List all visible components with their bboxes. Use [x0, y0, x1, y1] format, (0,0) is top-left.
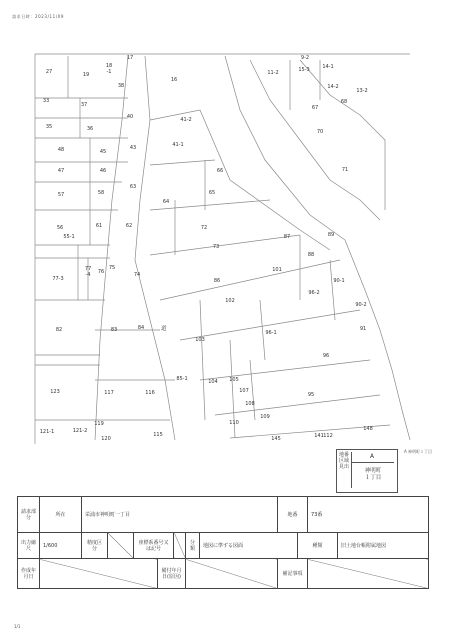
parcel-label: 88	[307, 252, 315, 258]
parcel-label: 17	[126, 55, 134, 61]
parcel-label: 108	[245, 401, 255, 407]
location-value: 栄浦市神明町一丁目	[82, 497, 278, 533]
parcel-label: 63	[129, 184, 137, 190]
parcel-label: 68	[340, 99, 348, 105]
prepared-empty	[186, 559, 278, 589]
request-label: 請求部分	[18, 497, 40, 533]
parcel-label: 103	[195, 337, 205, 343]
parcel-label: 70	[316, 129, 324, 135]
parcel-label: 65	[208, 190, 216, 196]
parcel-label: 141	[314, 433, 324, 439]
coord-label: 座標系番号又は記号	[134, 533, 174, 559]
parcel-label: 83	[110, 327, 118, 333]
parcel-label: 46	[99, 168, 107, 174]
inset-town-line1: 神明町	[364, 468, 382, 474]
type-value: 旧土地台帳附属地図	[338, 533, 429, 559]
parcel-label: 105	[229, 377, 239, 383]
parcel-label: 101	[272, 267, 282, 273]
parcel-label: 61	[95, 223, 103, 229]
inset-town	[358, 468, 388, 482]
parcel-label: 75	[108, 265, 116, 271]
parcel-label: 66	[216, 168, 224, 174]
road-label: 道	[161, 326, 167, 332]
parcel-label: 109	[260, 414, 270, 420]
parcel-label: 86	[213, 278, 221, 284]
parcel-label: 89	[327, 232, 335, 238]
parcel-label: 73	[212, 244, 220, 250]
type-label: 種類	[298, 533, 338, 559]
parcel-label: 40	[126, 114, 134, 120]
parcel-label: 104	[208, 379, 218, 385]
parcel-label: 64	[162, 199, 170, 205]
parcel-label: 77 -4	[84, 266, 92, 278]
parcel-label: 9-2	[300, 55, 310, 61]
class-value: 地図に準ずる図面	[200, 533, 298, 559]
parcel-label: 107	[239, 388, 249, 394]
parcel-label: 76	[97, 269, 105, 275]
parcel-label: 117	[104, 390, 114, 396]
parcel-label: 16	[170, 77, 178, 83]
parcel-label: 45	[99, 149, 107, 155]
parcel-label: 123	[50, 389, 60, 395]
parcel-label: 90-2	[355, 302, 367, 308]
accuracy-label: 精度区分	[82, 533, 108, 559]
note-empty	[308, 559, 429, 589]
parcel-label: 96-1	[265, 330, 277, 336]
parcel-label: 18 -1	[105, 63, 113, 75]
parcel-label: 38	[117, 83, 125, 89]
parcel-label: 148	[363, 426, 373, 432]
parcel-label: 37	[80, 102, 88, 108]
parcel-label: 116	[145, 390, 155, 396]
info-row-dates	[18, 559, 429, 589]
parcel-label: 67	[311, 105, 319, 111]
parcel-label: 87	[283, 234, 291, 240]
parcel-label: 35	[45, 124, 53, 130]
parcel-label: 13-2	[356, 88, 368, 94]
parcel-label: 145	[271, 436, 281, 442]
parcel-label: 77-3	[52, 276, 64, 282]
parcel-label: 121-1	[39, 429, 55, 435]
parcel-label: 72	[200, 225, 208, 231]
inset-note: A 神明町１丁目	[404, 449, 433, 454]
parcel-label: 90-1	[333, 278, 345, 284]
info-row-scale	[18, 533, 429, 559]
parcel-label: 14-2	[327, 84, 339, 90]
class-label: 分類	[186, 533, 200, 559]
info-row-location	[18, 497, 429, 533]
parcel-label: 102	[225, 298, 235, 304]
parcel-label: 96	[322, 353, 330, 359]
created-empty	[40, 559, 158, 589]
scale-label: 出力縮尺	[18, 533, 40, 559]
lot-label: 地番	[278, 497, 308, 533]
parcel-label: 36	[86, 126, 94, 132]
lot-value: 73番	[308, 497, 429, 533]
inset-grid-cell	[351, 452, 394, 488]
parcel-label: 91	[359, 326, 367, 332]
parcel-label: 57	[57, 192, 65, 198]
parcel-label: 33	[42, 98, 50, 104]
parcel-label: 74	[133, 272, 141, 278]
area-index-inset	[336, 449, 398, 493]
parcel-label: 41-2	[180, 117, 192, 123]
parcel-label: 48	[57, 147, 65, 153]
prepared-label: 備付年月日(原因)	[158, 559, 186, 589]
parcel-label: 84	[137, 325, 145, 331]
print-date: 請求日時：2023/11/09	[12, 14, 65, 19]
inset-grid-letter: A	[370, 453, 375, 460]
page-number: 1/1	[14, 624, 21, 629]
parcel-label: 19	[82, 72, 90, 78]
parcel-label: 121-2	[72, 428, 88, 434]
note-label: 補記事項	[278, 559, 308, 589]
parcel-label: 27	[45, 69, 53, 75]
scale-value: 1/600	[40, 533, 82, 559]
coord-empty	[174, 533, 186, 559]
parcel-label: 110	[229, 420, 239, 426]
parcel-label: 71	[341, 167, 349, 173]
location-label: 所在	[40, 497, 82, 533]
info-table	[17, 496, 429, 589]
parcel-label: 55-1	[63, 234, 75, 240]
parcel-label: 115	[153, 432, 163, 438]
parcel-label: 95	[307, 392, 315, 398]
created-label: 作成年月日	[18, 559, 40, 589]
inset-town-line2: １丁目	[364, 475, 382, 481]
parcel-label: 120	[101, 436, 111, 442]
inset-heading: 地番区域見出	[339, 452, 350, 470]
parcel-label: 43	[129, 145, 137, 151]
parcel-label: 14-1	[322, 64, 334, 70]
parcel-label: 112	[323, 433, 333, 439]
parcel-label: 82	[55, 327, 63, 333]
parcel-label: 15-3	[298, 67, 310, 73]
parcel-label: 58	[97, 190, 105, 196]
inset-divider	[352, 462, 394, 463]
parcel-label: 62	[125, 223, 133, 229]
parcel-label: 11-2	[267, 70, 279, 76]
parcel-label: 41-1	[172, 142, 184, 148]
accuracy-empty	[108, 533, 134, 559]
parcel-label: 56	[56, 225, 64, 231]
parcel-label: 96-2	[308, 290, 320, 296]
parcel-label: 47	[57, 168, 65, 174]
parcel-label: 119	[94, 421, 104, 427]
parcel-label: 85-1	[176, 376, 188, 382]
